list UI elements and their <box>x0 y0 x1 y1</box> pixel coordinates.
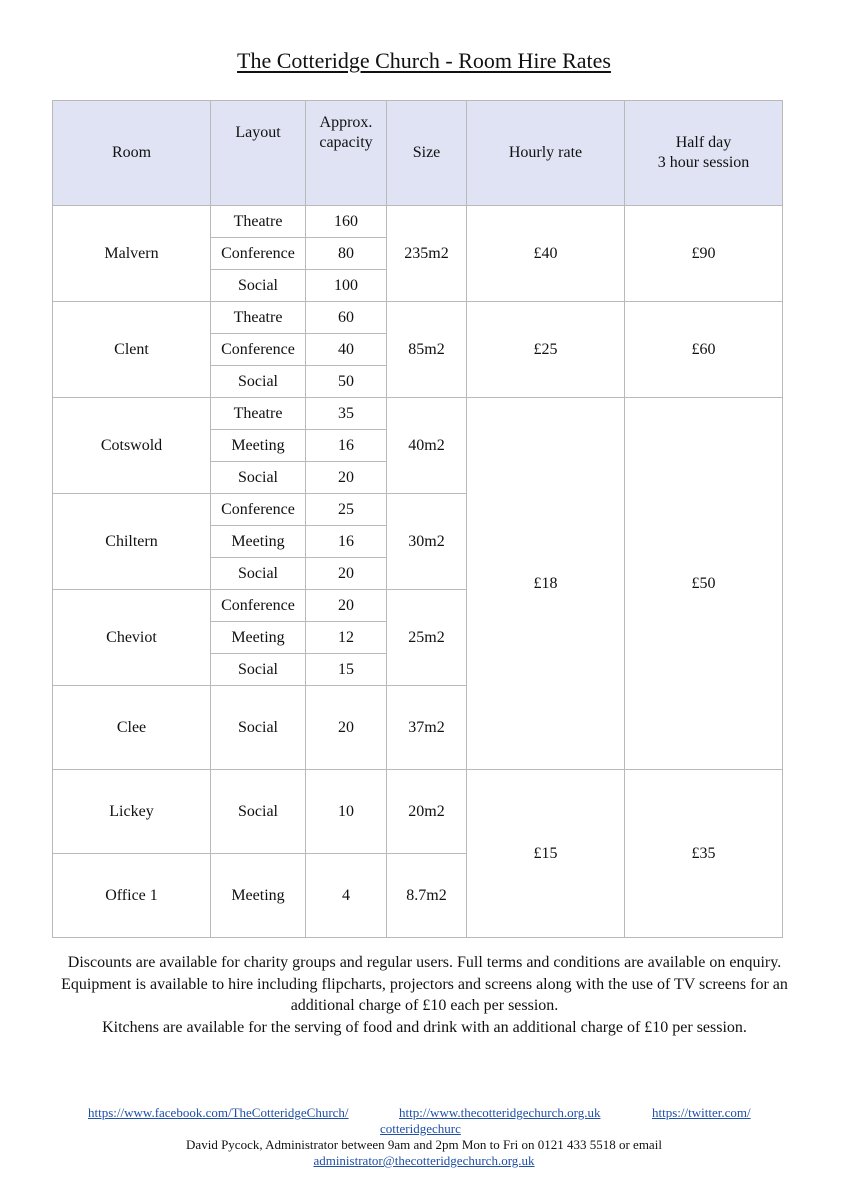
capacity-cell: 20 <box>306 462 387 494</box>
layout-cell: Conference <box>211 494 306 526</box>
notes-section <box>52 952 797 1038</box>
footer <box>84 1105 764 1169</box>
capacity-cell: 15 <box>306 654 387 686</box>
discounts-note: Discounts are available for charity groups and regular users. Full terms and conditions are available on enquiry. <box>67 954 782 971</box>
header-layout: Layout <box>211 101 306 206</box>
layout-cell: Social <box>211 270 306 302</box>
size-cell: 40m2 <box>387 398 467 494</box>
table-header-row <box>53 101 783 206</box>
email-link[interactable]: administrator@thecotteridgechurch.org.uk <box>313 1153 535 1168</box>
capacity-cell: 60 <box>306 302 387 334</box>
twitter-link[interactable]: https://twitter.com/ <box>652 1105 751 1120</box>
capacity-cell: 80 <box>306 238 387 270</box>
capacity-cell: 16 <box>306 430 387 462</box>
page-title: The Cotteridge Church - Room Hire Rates <box>237 48 611 73</box>
room-name: Office 1 <box>53 854 211 938</box>
capacity-cell: 10 <box>306 770 387 854</box>
capacity-cell: 12 <box>306 622 387 654</box>
equipment-note: Equipment is available to hire including flipcharts, projectors and screens along with the use of TV screens for an additional charge of £10 each per session. <box>61 975 788 1014</box>
facebook-link[interactable]: https://www.facebook.com/TheCotteridgeChurch/ <box>88 1105 349 1120</box>
size-cell: 37m2 <box>387 686 467 770</box>
room-name: Clee <box>53 686 211 770</box>
header-half-day: Half day 3 hour session <box>625 101 783 206</box>
header-size: Size <box>387 101 467 206</box>
layout-cell: Theatre <box>211 398 306 430</box>
layout-cell: Social <box>211 462 306 494</box>
layout-cell: Social <box>211 686 306 770</box>
capacity-cell: 25 <box>306 494 387 526</box>
layout-cell: Conference <box>211 590 306 622</box>
capacity-cell: 100 <box>306 270 387 302</box>
header-capacity: Approx. capacity <box>306 101 387 206</box>
capacity-cell: 20 <box>306 686 387 770</box>
half-day-rate-cell: £35 <box>625 770 783 938</box>
capacity-cell: 50 <box>306 366 387 398</box>
layout-cell: Conference <box>211 238 306 270</box>
website-link[interactable]: http://www.thecotteridgechurch.org.uk <box>399 1105 601 1120</box>
table-row <box>53 206 783 238</box>
capacity-cell: 160 <box>306 206 387 238</box>
room-name: Clent <box>53 302 211 398</box>
footer-links <box>84 1105 764 1137</box>
layout-cell: Meeting <box>211 526 306 558</box>
kitchens-note: Kitchens are available for the serving of food and drink with an additional charge of £10 per session. <box>102 1018 747 1036</box>
contact-line: David Pycock, Administrator between 9am and 2pm Mon to Fri on 0121 433 5518 or email <box>186 1137 662 1152</box>
size-cell: 20m2 <box>387 770 467 854</box>
table-row <box>53 302 783 334</box>
layout-cell: Social <box>211 770 306 854</box>
half-day-rate-cell: £50 <box>625 398 783 770</box>
layout-cell: Meeting <box>211 622 306 654</box>
room-hire-rates-table <box>52 100 783 938</box>
size-cell: 235m2 <box>387 206 467 302</box>
capacity-cell: 20 <box>306 558 387 590</box>
size-cell: 25m2 <box>387 590 467 686</box>
size-cell: 85m2 <box>387 302 467 398</box>
room-name: Cotswold <box>53 398 211 494</box>
capacity-cell: 4 <box>306 854 387 938</box>
layout-cell: Social <box>211 654 306 686</box>
table-row <box>53 770 783 854</box>
hourly-rate-cell: £25 <box>467 302 625 398</box>
header-hourly-rate: Hourly rate <box>467 101 625 206</box>
layout-cell: Social <box>211 366 306 398</box>
half-day-rate-cell: £90 <box>625 206 783 302</box>
room-name: Lickey <box>53 770 211 854</box>
capacity-cell: 20 <box>306 590 387 622</box>
capacity-cell: 40 <box>306 334 387 366</box>
layout-cell: Social <box>211 558 306 590</box>
size-cell: 30m2 <box>387 494 467 590</box>
hourly-rate-cell: £40 <box>467 206 625 302</box>
layout-cell: Theatre <box>211 206 306 238</box>
hourly-rate-cell: £18 <box>467 398 625 770</box>
table-row <box>53 398 783 430</box>
layout-cell: Meeting <box>211 854 306 938</box>
layout-cell: Meeting <box>211 430 306 462</box>
layout-cell: Conference <box>211 334 306 366</box>
capacity-cell: 35 <box>306 398 387 430</box>
room-name: Malvern <box>53 206 211 302</box>
room-name: Chiltern <box>53 494 211 590</box>
header-room: Room <box>53 101 211 206</box>
half-day-rate-cell: £60 <box>625 302 783 398</box>
twitter-link-continued[interactable]: cotteridgechurc <box>380 1121 461 1136</box>
capacity-cell: 16 <box>306 526 387 558</box>
room-name: Cheviot <box>53 590 211 686</box>
hourly-rate-cell: £15 <box>467 770 625 938</box>
size-cell: 8.7m2 <box>387 854 467 938</box>
layout-cell: Theatre <box>211 302 306 334</box>
